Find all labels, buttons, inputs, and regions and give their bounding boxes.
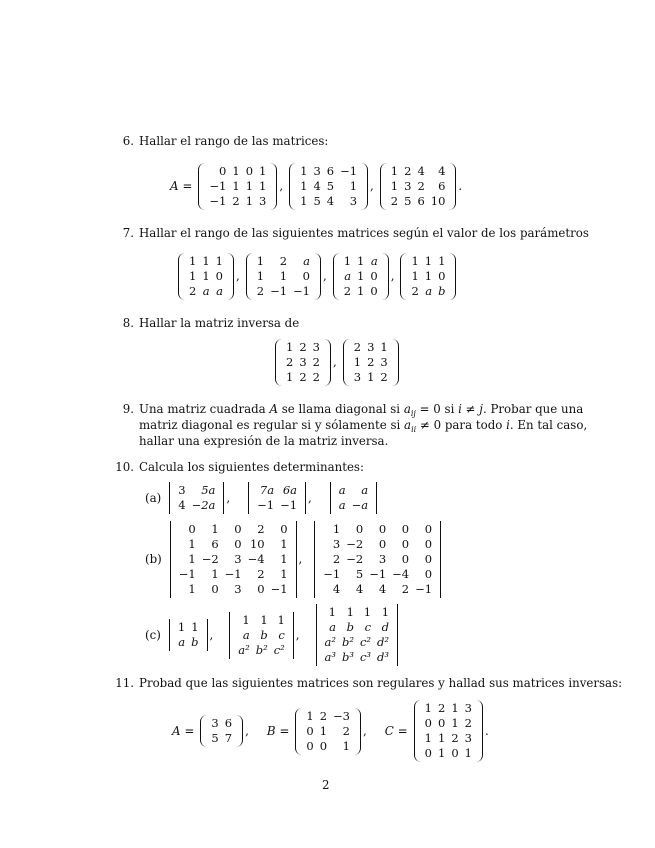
matrix-cell: 1 — [191, 620, 199, 634]
matrix-cell: 1 — [367, 369, 375, 384]
matrix-cell: 3 — [234, 551, 242, 566]
determinant — [248, 482, 306, 514]
matrix-cell: 4 — [326, 193, 335, 208]
matrix-cell: 1 — [424, 701, 432, 715]
matrix-cell: 0 — [401, 536, 410, 551]
problem-7-matrices: 1 1 1 1 1 0 2 a a , 1 2 a 1 1 0 2 −1 −1 , 1 1 a a 1 0 2 1 0 , 1 1 1 1 1 0 2 a b — [176, 250, 458, 302]
matrix-cell: 1 — [411, 268, 419, 283]
matrix-cell: 1 — [211, 521, 219, 536]
matrix-cell: −1 — [270, 581, 288, 596]
matrix-cell: 4 — [178, 498, 186, 512]
matrix-cell: b³ — [342, 650, 354, 664]
matrix-cell: −2 — [346, 551, 364, 566]
matrix-cell: 2 — [286, 354, 294, 369]
matrix-cell: 0 — [370, 268, 378, 283]
matrix-cell: 3 — [380, 354, 388, 369]
matrix-cell: 1 — [357, 283, 365, 298]
matrix-cell: a² — [238, 642, 250, 657]
problem-10c: (c) 1 1 a b , 1 1 1 a b c a² b² c² , 1 1 1 1 a b c d a² b² c² d² a³ b³ c³ d³ — [145, 602, 400, 668]
matrix-cell: 3 — [404, 178, 412, 193]
matrix-cell: c — [278, 627, 285, 642]
matrix-cell: 1 — [256, 268, 265, 283]
matrix-cell: 0 — [370, 283, 378, 298]
problem-9-line-1: Una matriz cuadrada A se llama diagonal si $a_{ij} = 0$ si i ≠ j. Probar que una — [139, 402, 584, 419]
determinant — [170, 521, 297, 598]
matrix-cell: −1 — [369, 566, 387, 581]
matrix-cell: c² — [273, 642, 285, 657]
matrix-cell: 0 — [188, 521, 196, 536]
matrix-cell: 3 — [313, 163, 321, 178]
matrix-cell: 1 — [211, 566, 219, 581]
problem-10-number: 10. — [115, 460, 134, 474]
matrix-cell: 1 — [381, 605, 390, 619]
matrix-cell: 0 — [424, 536, 433, 551]
matrix-cell: 1 — [189, 268, 197, 283]
matrix-cell: 0 — [438, 268, 446, 283]
matrix-cell: b — [191, 635, 199, 649]
matrix-cell: 1 — [232, 178, 240, 193]
matrix-cell: a — [178, 635, 186, 649]
matrix-cell: 5 — [326, 178, 335, 193]
matrix-cell: 1 — [424, 268, 433, 283]
matrix-cell: −1 — [323, 566, 341, 581]
problem-9-number: 9. — [122, 402, 134, 416]
matrix-cell: 2 — [451, 731, 459, 745]
matrix-cell: 1 — [260, 612, 268, 627]
matrix-cell: −1 — [257, 498, 275, 512]
matrix-cell: −1 — [224, 566, 242, 581]
matrix-cell: a — [202, 283, 210, 298]
matrix-cell: 0 — [306, 723, 314, 738]
matrix-cell: −a — [351, 498, 369, 512]
matrix-cell: 1 — [279, 268, 288, 283]
matrix-cell: 1 — [188, 536, 196, 551]
determinant — [169, 482, 224, 514]
matrix-cell: 2 — [232, 193, 240, 208]
matrix-cell: 3 — [349, 193, 358, 208]
matrix-cell: 0 — [234, 536, 242, 551]
matrix-cell: 5 — [313, 193, 321, 208]
matrix-cell: −2 — [346, 536, 364, 551]
matrix-cell: 2 — [332, 551, 341, 566]
problem-10a: (a) 3 5a 4 −2a , 7a 6a −1 −1 , a a a −a — [145, 480, 379, 516]
matrix-cell: 1 — [342, 738, 350, 753]
matrix — [400, 253, 456, 300]
page-number: 2 — [322, 778, 330, 792]
matrix-cell: 6a — [282, 483, 298, 497]
matrix-cell: 2 — [353, 339, 362, 354]
matrix-cell: 1 — [332, 521, 341, 536]
matrix-cell: −1 — [209, 178, 227, 193]
matrix-cell: a — [344, 268, 352, 283]
matrix-cell: 4 — [355, 581, 364, 596]
matrix-cell: 1 — [202, 268, 210, 283]
matrix-cell: 5a — [201, 483, 216, 497]
matrix-cell: 3 — [259, 193, 267, 208]
matrix-cell: 3 — [353, 369, 362, 384]
matrix-cell: 1 — [242, 612, 250, 627]
matrix-cell: −1 — [415, 581, 433, 596]
matrix-cell: d² — [377, 635, 390, 649]
matrix — [343, 339, 399, 386]
matrix-cell: 3 — [367, 339, 375, 354]
matrix-cell: 0 — [219, 163, 227, 178]
matrix-cell: 2 — [299, 339, 307, 354]
matrix-cell: 0 — [438, 716, 446, 730]
matrix-cell: b² — [255, 642, 268, 657]
problem-7-number: 7. — [122, 226, 134, 240]
problem-8-number: 8. — [122, 316, 134, 330]
matrix-cell: 6 — [211, 536, 219, 551]
matrix-cell: 7a — [259, 483, 275, 497]
matrix-cell: −1 — [280, 498, 298, 512]
matrix-cell: 2 — [279, 253, 288, 268]
matrix-cell: 4 — [438, 163, 446, 178]
matrix-cell: 1 — [451, 716, 459, 730]
matrix-cell: 1 — [411, 253, 419, 268]
matrix-cell: 2 — [404, 163, 412, 178]
matrix-cell: 0 — [401, 521, 410, 536]
matrix-cell: −2 — [201, 551, 219, 566]
matrix-cell: 0 — [378, 536, 387, 551]
matrix-cell: 2 — [256, 283, 265, 298]
determinant — [330, 482, 377, 514]
matrix-cell: d³ — [377, 650, 390, 664]
matrix-cell: 0 — [424, 746, 432, 760]
problem-11-matrices: A = 3 6 5 7 , B = 1 2 −3 0 1 2 0 0 1 , C = 1 2 1 3 0 0 1 2 1 1 2 3 0 1 0 1 . — [172, 701, 489, 760]
matrix-cell: 0 — [234, 521, 242, 536]
matrix-cell: 0 — [257, 581, 265, 596]
matrix-cell: 1 — [277, 612, 285, 627]
matrix-cell: 5 — [211, 731, 219, 745]
matrix-cell: 2 — [390, 193, 399, 208]
matrix-cell: −3 — [333, 708, 350, 723]
matrix-cell: 6 — [417, 193, 425, 208]
matrix — [178, 253, 234, 300]
determinant — [314, 521, 441, 598]
matrix-cell: 1 — [286, 369, 294, 384]
matrix-cell: a³ — [324, 650, 336, 664]
matrix-cell: c³ — [359, 650, 372, 664]
matrix-cell: 1 — [380, 339, 388, 354]
matrix-cell: 3 — [211, 716, 219, 730]
matrix-cell: −1 — [270, 283, 288, 298]
problem-9-line-2: matriz diagonal es regular si y sólamente si $a_{ii} \ne 0$ para todo i. En tal caso, — [139, 418, 588, 435]
matrix-cell: 1 — [300, 163, 308, 178]
matrix-cell: 0 — [424, 521, 433, 536]
problem-11-text: Probad que las siguientes matrices son regulares y hallad sus matrices inversas: — [139, 676, 623, 690]
matrix-cell: 2 — [257, 566, 265, 581]
problem-8-text: Hallar la matriz inversa de — [139, 316, 300, 330]
matrix-cell: 1 — [357, 268, 365, 283]
matrix-cell: 1 — [259, 178, 267, 193]
matrix — [275, 339, 331, 386]
matrix-cell: a — [338, 483, 346, 497]
problem-9-line-3: hallar una expresión de la matriz inversa. — [139, 434, 389, 448]
matrix-cell: b² — [342, 635, 354, 649]
matrix-cell: 0 — [401, 551, 410, 566]
matrix-cell: 1 — [188, 551, 196, 566]
matrix-cell: 1 — [353, 354, 362, 369]
matrix-cell: b — [438, 283, 446, 298]
matrix-cell: 0 — [280, 521, 288, 536]
problem-8-matrices: 1 2 3 2 3 2 1 2 2 , 2 3 1 1 2 3 3 1 2 — [273, 336, 401, 388]
matrix-cell: 3 — [178, 483, 186, 497]
matrix-cell: 1 — [438, 731, 446, 745]
matrix-cell: 10 — [249, 536, 265, 551]
matrix-cell: 3 — [234, 581, 242, 596]
matrix-cell: −2a — [191, 498, 216, 512]
matrix-cell: 2 — [319, 708, 328, 723]
matrix-cell: c — [364, 620, 372, 634]
matrix-cell: 4 — [417, 163, 425, 178]
matrix-cell: a — [303, 253, 310, 268]
matrix-cell: b — [346, 620, 354, 634]
matrix — [295, 708, 361, 755]
matrix-cell: 3 — [312, 339, 320, 354]
matrix-cell: 1 — [343, 253, 352, 268]
matrix-cell: a² — [324, 635, 336, 649]
problem-10b: (b) 0 1 0 2 0 1 6 0 10 1 1 −2 3 −4 1 −1 1 −1 2 1 1 0 3 0 −1 , 1 0 0 0 0 3 −2 0 0 0 2 −2 3 0 0 −1 5 −1 −4 0 4 4 4 2 −1 — [145, 518, 443, 600]
matrix-cell: 2 — [312, 369, 320, 384]
matrix-cell: 1 — [424, 253, 433, 268]
matrix-cell: 1 — [256, 253, 265, 268]
matrix-cell: 1 — [177, 620, 186, 634]
matrix-cell: 1 — [280, 536, 288, 551]
matrix — [289, 163, 368, 210]
matrix-cell: −1 — [340, 163, 358, 178]
matrix — [200, 715, 243, 747]
matrix-cell: 1 — [215, 253, 223, 268]
matrix-cell: 6 — [326, 163, 335, 178]
matrix-cell: 0 — [424, 566, 433, 581]
matrix-cell: 2 — [464, 716, 472, 730]
matrix-cell: 4 — [313, 178, 321, 193]
matrix-cell: a — [329, 620, 336, 634]
problem-7-text: Hallar el rango de las siguientes matrices según el valor de los parámetros — [139, 226, 589, 240]
matrix-cell: 1 — [300, 193, 308, 208]
matrix-cell: 3 — [332, 536, 341, 551]
matrix-cell: 1 — [280, 566, 288, 581]
problem-6-text: Hallar el rango de las matrices: — [139, 134, 329, 148]
problem-10-text: Calcula los siguientes determinantes: — [139, 460, 364, 474]
matrix-cell: a — [425, 283, 433, 298]
matrix-cell: 10 — [430, 193, 446, 208]
matrix-cell: 1 — [286, 339, 294, 354]
matrix-cell: 3 — [464, 731, 472, 745]
matrix-cell: 3 — [378, 551, 387, 566]
matrix-cell: 0 — [245, 163, 254, 178]
matrix-cell: −1 — [293, 283, 310, 298]
matrix-cell: 0 — [319, 738, 328, 753]
matrix-cell: 0 — [378, 521, 387, 536]
matrix-cell: 1 — [319, 723, 328, 738]
matrix-cell: 1 — [245, 193, 254, 208]
matrix-cell: 1 — [280, 551, 288, 566]
matrix-cell: 1 — [438, 746, 446, 760]
matrix-cell: 1 — [464, 746, 472, 760]
matrix-cell: 1 — [232, 163, 240, 178]
matrix-cell: c² — [359, 635, 372, 649]
matrix-cell: a — [242, 627, 250, 642]
determinant — [169, 619, 208, 651]
matrix-cell: 0 — [215, 268, 223, 283]
matrix-cell: 1 — [363, 605, 372, 619]
determinant — [229, 612, 294, 659]
matrix-cell: 5 — [404, 193, 412, 208]
matrix-cell: b — [260, 627, 268, 642]
matrix-cell: 1 — [438, 253, 446, 268]
matrix-cell: 2 — [257, 521, 265, 536]
matrix-cell: a — [370, 253, 378, 268]
matrix-cell: 1 — [259, 163, 267, 178]
matrix-cell: 0 — [424, 716, 432, 730]
matrix — [333, 253, 389, 300]
determinant — [316, 604, 399, 666]
matrix-cell: 2 — [367, 354, 375, 369]
matrix-cell: 1 — [202, 253, 210, 268]
matrix-cell: −1 — [209, 193, 227, 208]
matrix — [414, 700, 483, 762]
matrix-cell: 0 — [302, 268, 310, 283]
matrix-cell: 1 — [245, 178, 254, 193]
matrix-cell: 2 — [401, 581, 410, 596]
matrix-cell: 2 — [342, 723, 350, 738]
matrix-cell: 0 — [355, 521, 364, 536]
matrix-cell: 1 — [390, 163, 399, 178]
matrix-cell: 1 — [357, 253, 365, 268]
matrix-cell: 4 — [332, 581, 341, 596]
matrix-cell: a — [361, 483, 369, 497]
matrix-cell: 2 — [189, 283, 197, 298]
matrix-cell: 0 — [211, 581, 219, 596]
matrix — [198, 163, 277, 210]
matrix-cell: 3 — [464, 701, 472, 715]
matrix-cell: 1 — [300, 178, 308, 193]
matrix-cell: 2 — [411, 283, 419, 298]
matrix-cell: 1 — [349, 178, 358, 193]
matrix-cell: 0 — [451, 746, 459, 760]
matrix-cell: 1 — [328, 605, 336, 619]
matrix-cell: 6 — [438, 178, 446, 193]
matrix-cell: 2 — [380, 369, 388, 384]
matrix — [246, 253, 321, 300]
matrix-cell: a — [216, 283, 223, 298]
matrix-cell: 5 — [355, 566, 364, 581]
matrix-cell: −4 — [247, 551, 265, 566]
matrix-cell: −1 — [178, 566, 196, 581]
matrix-cell: 1 — [306, 708, 314, 723]
matrix — [380, 163, 457, 210]
problem-6-number: 6. — [122, 134, 134, 148]
matrix-cell: 3 — [299, 354, 307, 369]
matrix-cell: 1 — [451, 701, 459, 715]
matrix-cell: 7 — [224, 731, 233, 745]
matrix-cell: 1 — [346, 605, 354, 619]
problem-11-number: 11. — [115, 676, 134, 690]
matrix-cell: 0 — [424, 551, 433, 566]
matrix-cell: −4 — [392, 566, 410, 581]
problem-6-matrices: A = 0 1 0 1 −1 1 1 1 −1 2 1 3 , 1 3 6 −1 1 4 5 1 1 5 4 3 , 1 2 4 4 1 3 2 6 2 5 6 10 . — [170, 163, 463, 208]
matrix-cell: d — [381, 620, 390, 634]
matrix-cell: 6 — [224, 716, 233, 730]
matrix-cell: 1 — [424, 731, 432, 745]
matrix-cell: 2 — [417, 178, 425, 193]
matrix-cell: 2 — [312, 354, 320, 369]
matrix-cell: 2 — [438, 701, 446, 715]
matrix-cell: 1 — [188, 581, 196, 596]
matrix-cell: 1 — [390, 178, 399, 193]
matrix-cell: a — [338, 498, 346, 512]
matrix-cell: 0 — [306, 738, 314, 753]
matrix-cell: 2 — [343, 283, 352, 298]
matrix-cell: 1 — [189, 253, 197, 268]
label-A: A — [170, 179, 179, 193]
matrix-cell: 4 — [378, 581, 387, 596]
matrix-cell: 2 — [299, 369, 307, 384]
